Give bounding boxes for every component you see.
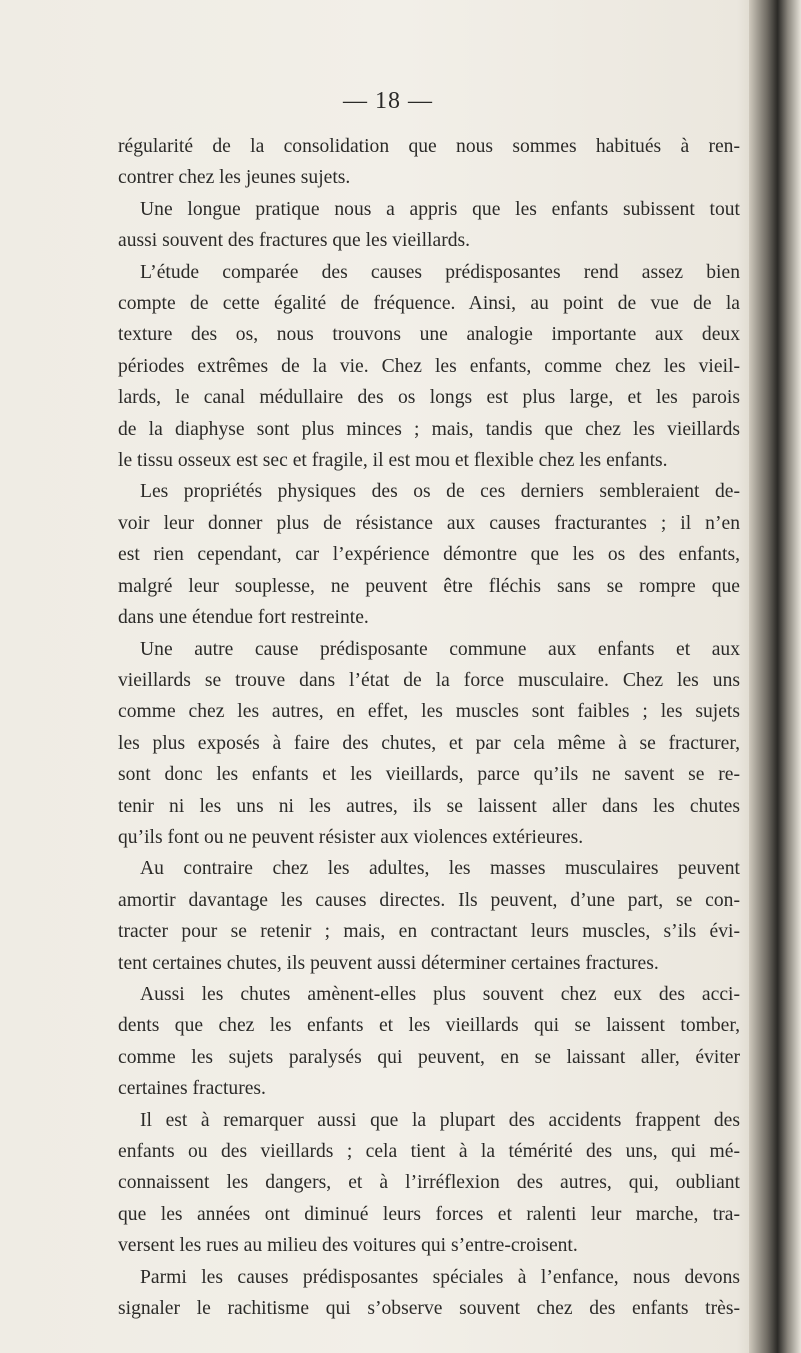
text-line: L’étude comparée des causes prédisposantes rend assez bien [140,261,740,283]
text-line: le tissu osseux est sec et fragile, il est mou et flexible chez les enfants. [118,450,668,472]
text-line: dans une étendue fort restreinte. [118,607,369,629]
text-line: enfants ou des vieillards ; cela tient à la témérité des uns, qui mé- [118,1141,740,1162]
text-line: comme chez les autres, en effet, les muscles sont faibles ; les sujets [118,701,740,723]
text-line: texture des os, nous trouvons une analogie importante aux deux [118,324,740,346]
text-line: lards, le canal médullaire des os longs est plus large, et les parois [118,387,740,409]
text-line: comme les sujets paralysés qui peuvent, en se laissant aller, éviter [118,1046,740,1068]
text-line: Parmi les causes prédisposantes spéciales à l’enfance, nous devons [140,1266,740,1288]
text-line: Au contraire chez les adultes, les masses musculaires peuvent [140,858,740,880]
text-line: Une longue pratique nous a appris que les enfants subissent tout [140,198,740,220]
text-line: est rien cependant, car l’expérience démontre que les os des enfants, [118,544,740,566]
text-line: contrer chez les jeunes sujets. [118,167,351,189]
text-line: de la diaphyse sont plus minces ; mais, tandis que chez les vieillards [118,418,740,440]
page-number: — 18 — [343,88,433,114]
text-line: tent certaines chutes, ils peuvent aussi déterminer certaines fractures. [118,952,659,974]
text-line: tenir ni les uns ni les autres, ils se laissent aller dans les chutes [118,795,740,817]
text-line: amortir davantage les causes directes. Ils peuvent, d’une part, se con- [118,889,740,911]
text-line: que les années ont diminué leurs forces et ralenti leur marche, tra- [118,1203,740,1225]
book-binding-edge [749,0,801,1353]
text-line: dents que chez les enfants et les vieillards qui se laissent tomber, [118,1015,740,1037]
text-line: compte de cette égalité de fréquence. Ainsi, au point de vue de la [118,293,740,315]
text-line: périodes extrêmes de la vie. Chez les enfants, comme chez les vieil- [118,355,740,377]
body-text [118,131,740,1324]
text-line: voir leur donner plus de résistance aux causes fracturantes ; il n’en [118,512,740,534]
text-line: Aussi les chutes amènent-elles plus souvent chez eux des acci- [140,983,740,1005]
text-line: versent les rues au milieu des voitures qui s’entre-croisent. [118,1235,578,1257]
text-line: qu’ils font ou ne peuvent résister aux violences extérieures. [118,826,584,848]
text-line: tracter pour se retenir ; mais, en contractant leurs muscles, s’ils évi- [118,921,740,943]
text-line: régularité de la consolidation que nous sommes habitués à ren- [118,136,740,157]
text-line: sont donc les enfants et les vieillards, parce qu’ils ne savent se re- [118,764,740,786]
text-line: les plus exposés à faire des chutes, et par cela même à se fracturer, [118,732,740,754]
text-line: signaler le rachitisme qui s’observe souvent chez des enfants très- [118,1298,740,1320]
text-line: Une autre cause prédisposante commune aux enfants et aux [140,638,740,660]
text-line: connaissent les dangers, et à l’irréflexion des autres, qui, oubliant [118,1172,740,1194]
text-line: aussi souvent des fractures que les vieillards. [118,230,471,252]
text-line: certaines fractures. [118,1078,266,1100]
text-line: vieillards se trouve dans l’état de la force musculaire. Chez les uns [118,669,740,691]
text-line: Les propriétés physiques des os de ces derniers sembleraient de- [140,481,740,503]
text-line: Il est à remarquer aussi que la plupart des accidents frappent des [140,1109,740,1131]
text-line: malgré leur souplesse, ne peuvent être fléchis sans se rompre que [118,575,740,597]
